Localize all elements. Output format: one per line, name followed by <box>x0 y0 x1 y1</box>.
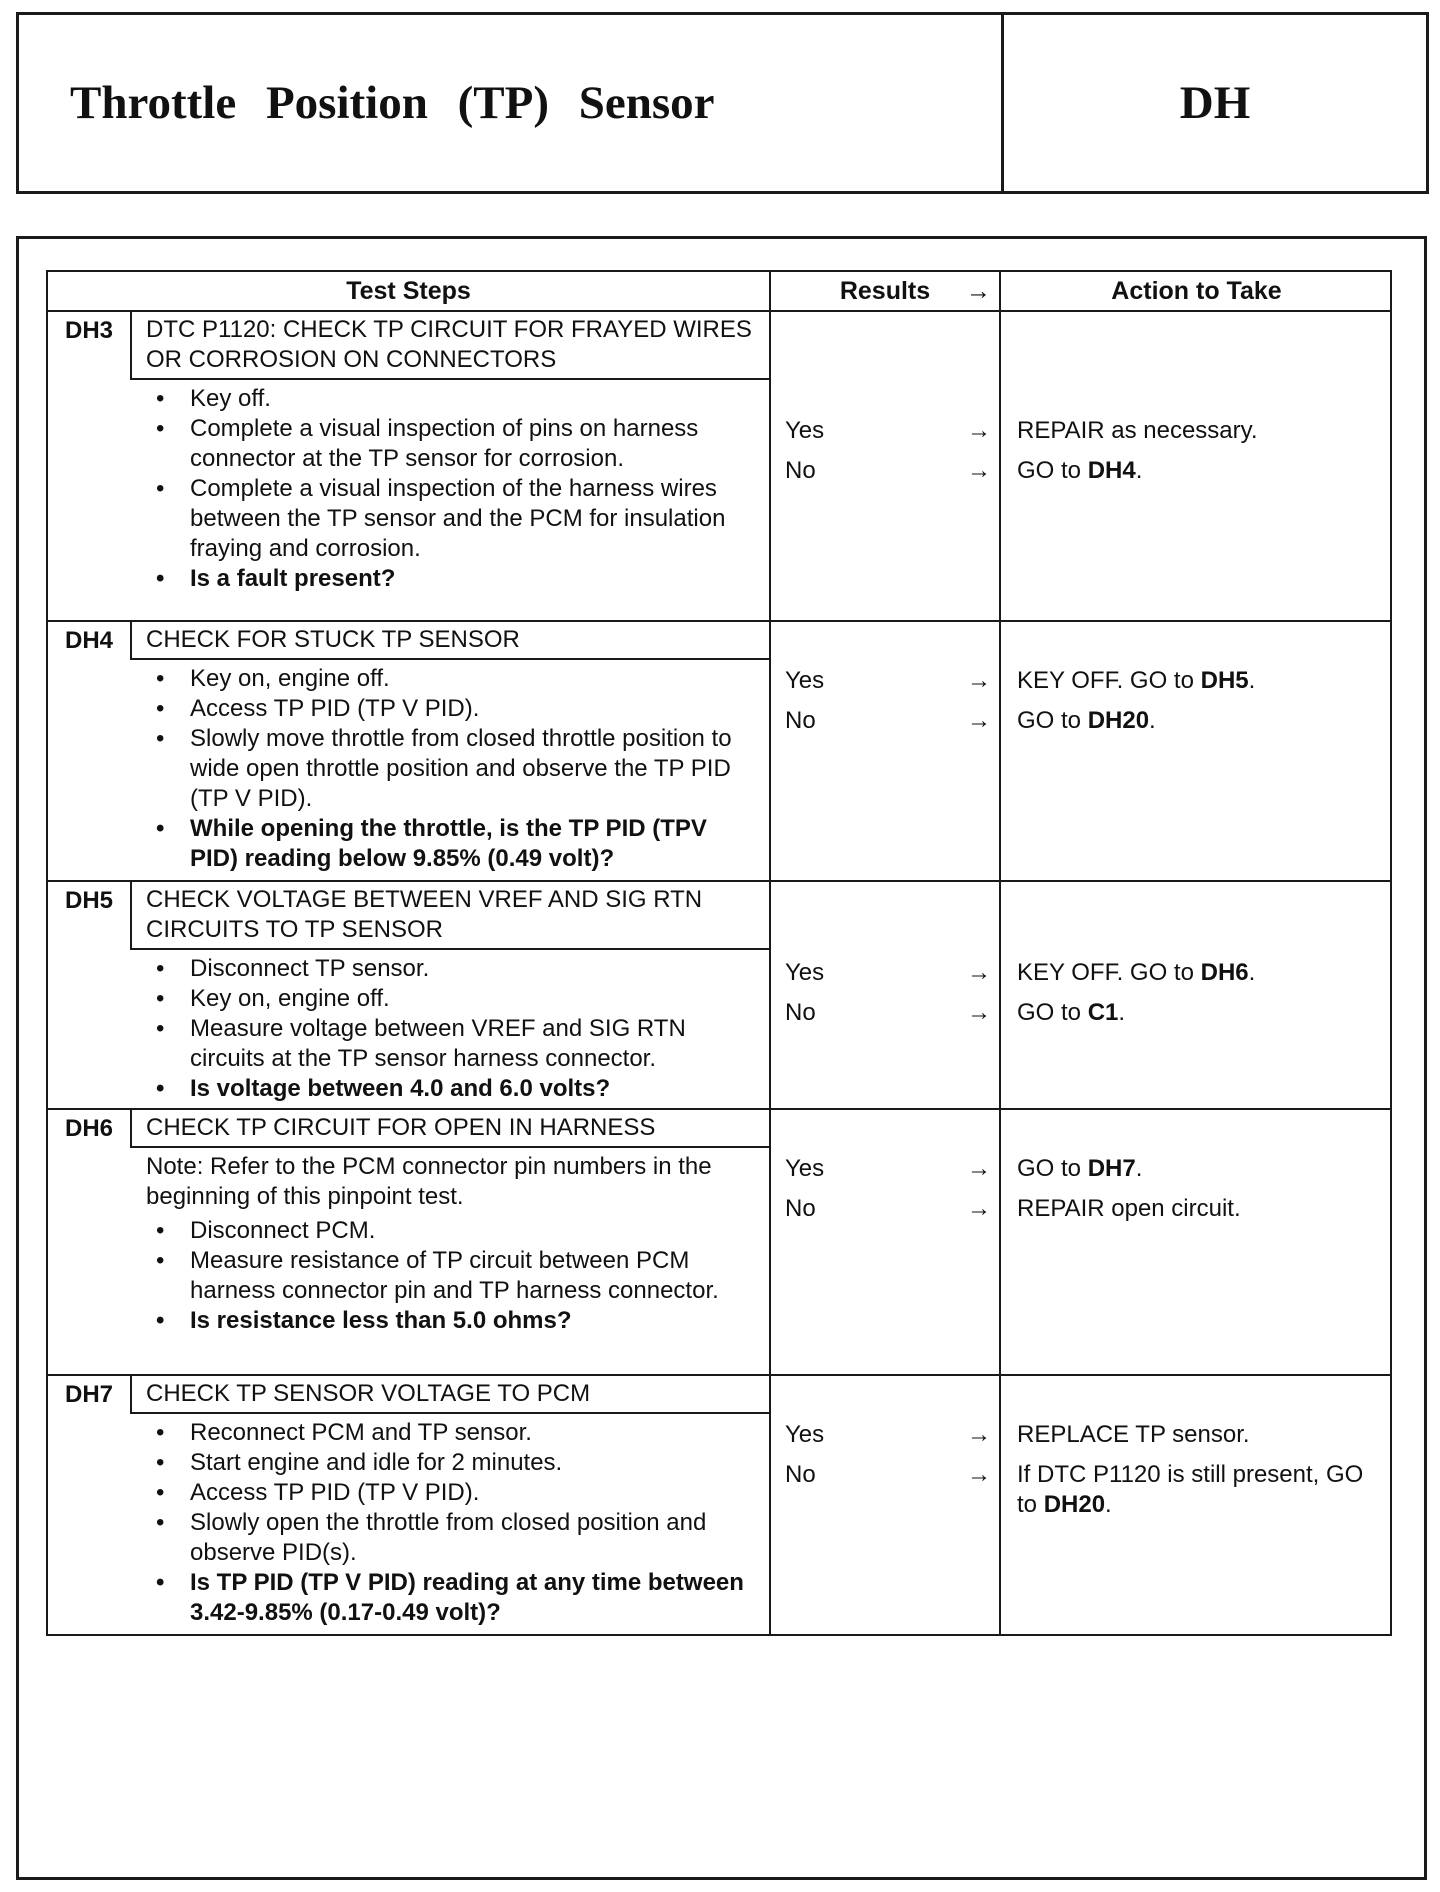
step-title: CHECK FOR STUCK TP SENSOR <box>132 622 771 660</box>
step-id: DH6 <box>48 1110 132 1148</box>
result-label: Yes <box>785 1155 825 1182</box>
action-pre: GO to <box>1017 999 1088 1026</box>
action-step-ref: C1 <box>1087 999 1119 1026</box>
header-box <box>16 12 1429 194</box>
action-step-ref: DH20 <box>1043 1491 1106 1518</box>
arrow-icon: → <box>967 667 991 694</box>
result-label: No <box>785 1461 816 1488</box>
arrow-icon: → <box>967 1461 991 1488</box>
table-header <box>48 272 1390 312</box>
action-pre: GO to <box>1017 1155 1088 1182</box>
action-text <box>1017 1154 1380 1184</box>
action-pre: REPAIR open circuit. <box>1017 1195 1241 1222</box>
action-post: . <box>1135 1155 1143 1182</box>
action-step-ref: DH20 <box>1087 707 1150 734</box>
step-actions <box>1003 622 1390 880</box>
step-bullet-list <box>146 664 749 874</box>
action-pre: GO to <box>1017 457 1088 484</box>
step-results <box>773 312 1001 620</box>
arrow-icon: → <box>967 959 991 986</box>
arrow-icon: → <box>967 999 991 1026</box>
step-body <box>132 1148 771 1374</box>
action-step-ref: DH7 <box>1087 1155 1136 1182</box>
step-bullet-list <box>146 384 749 594</box>
action-post: . <box>1248 959 1256 986</box>
step-question: • Is resistance less than 5.0 ohms? <box>146 1306 749 1336</box>
action-post: . <box>1135 457 1143 484</box>
arrow-icon: → <box>967 1195 991 1222</box>
step-title: CHECK TP SENSOR VOLTAGE TO PCM <box>132 1376 771 1414</box>
step-question: • While opening the throttle, is the TP PID (TPV PID) reading below 9.85% (0.49 volt)? <box>146 814 749 874</box>
step-bullet: • Disconnect TP sensor. <box>146 954 749 984</box>
step-bullet: • Disconnect PCM. <box>146 1216 749 1246</box>
result-label: Yes <box>785 959 825 986</box>
action-text <box>1017 706 1380 736</box>
action-pre: REPLACE TP sensor. <box>1017 1421 1250 1448</box>
step-bullet: • Start engine and idle for 2 minutes. <box>146 1448 749 1478</box>
result-row <box>785 706 991 736</box>
action-text <box>1017 416 1380 446</box>
action-pre: If DTC P1120 is still present, GO to <box>1017 1461 1364 1518</box>
step-results <box>773 622 1001 880</box>
step-title: CHECK VOLTAGE BETWEEN VREF AND SIG RTN CIRCUITS TO TP SENSOR <box>132 882 771 950</box>
step-bullet: • Reconnect PCM and TP sensor. <box>146 1418 749 1448</box>
step-bullet: • Access TP PID (TP V PID). <box>146 694 749 724</box>
arrow-icon: → <box>967 1421 991 1448</box>
header-results-label: Results <box>839 276 931 305</box>
step-bullet: • Complete a visual inspection of pins on harness connector at the TP sensor for corrosion. <box>146 414 749 474</box>
action-step-ref: DH4 <box>1087 457 1136 484</box>
arrow-icon: → <box>967 457 991 484</box>
result-label: Yes <box>785 667 825 694</box>
step-id: DH5 <box>48 882 132 950</box>
step-bullet: • Measure voltage between VREF and SIG RTN circuits at the TP sensor harness connector. <box>146 1014 749 1074</box>
action-step-ref: DH5 <box>1200 667 1249 694</box>
action-post: . <box>1118 999 1126 1026</box>
step-bullet: • Slowly open the throttle from closed position and observe PID(s). <box>146 1508 749 1568</box>
result-row <box>785 1194 991 1224</box>
action-step-ref: DH6 <box>1200 959 1249 986</box>
step-bullet: • Access TP PID (TP V PID). <box>146 1478 749 1508</box>
header-test-steps: Test Steps <box>48 272 771 310</box>
action-text <box>1017 456 1380 486</box>
arrow-icon: → <box>967 707 991 734</box>
page-title: Throttle Position (TP) Sensor <box>19 15 1004 191</box>
step-actions <box>1003 1110 1390 1374</box>
result-row <box>785 456 991 486</box>
step-actions <box>1003 312 1390 620</box>
result-row <box>785 666 991 696</box>
step-bullet: • Key on, engine off. <box>146 984 749 1014</box>
step-bullet-list <box>146 954 749 1104</box>
arrow-icon: → <box>967 417 991 444</box>
action-pre: KEY OFF. GO to <box>1017 667 1201 694</box>
section-code: DH <box>1179 77 1251 129</box>
result-label: Yes <box>785 1421 825 1448</box>
action-text <box>1017 1194 1380 1224</box>
result-label: Yes <box>785 417 825 444</box>
step-body <box>132 660 771 880</box>
action-pre: GO to <box>1017 707 1088 734</box>
step-id: DH3 <box>48 312 132 380</box>
step-question: • Is a fault present? <box>146 564 749 594</box>
step-body <box>132 1414 771 1636</box>
step-bullet-list <box>146 1216 749 1336</box>
arrow-icon: → <box>967 1155 991 1182</box>
action-pre: KEY OFF. GO to <box>1017 959 1201 986</box>
step-id: DH7 <box>48 1376 132 1414</box>
action-pre: REPAIR as necessary. <box>1017 417 1258 444</box>
test-step-dh4 <box>48 622 1390 882</box>
test-steps-table <box>46 270 1392 1636</box>
step-results <box>773 1376 1001 1636</box>
step-body <box>132 950 771 1108</box>
step-title: CHECK TP CIRCUIT FOR OPEN IN HARNESS <box>132 1110 771 1148</box>
action-text <box>1017 958 1380 988</box>
result-row <box>785 416 991 446</box>
header-results <box>771 272 1001 310</box>
step-bullet-list <box>146 1418 749 1628</box>
step-id: DH4 <box>48 622 132 660</box>
step-bullet: • Measure resistance of TP circuit between PCM harness connector pin and TP harness connector. <box>146 1246 749 1306</box>
header-action: Action to Take <box>1111 276 1282 305</box>
action-text <box>1017 1420 1380 1450</box>
step-bullet: • Key off. <box>146 384 749 414</box>
action-text <box>1017 1460 1380 1520</box>
test-step-dh7 <box>48 1376 1390 1636</box>
step-note: Note: Refer to the PCM connector pin numbers in the beginning of this pinpoint test. <box>146 1153 712 1210</box>
test-step-dh5 <box>48 882 1390 1110</box>
step-actions <box>1003 1376 1390 1636</box>
result-row <box>785 998 991 1028</box>
step-actions <box>1003 882 1390 1108</box>
step-question: • Is voltage between 4.0 and 6.0 volts? <box>146 1074 749 1104</box>
action-post: . <box>1149 707 1156 734</box>
step-bullet: • Complete a visual inspection of the harness wires between the TP sensor and the PCM for insulation fraying and corrosion. <box>146 474 749 564</box>
test-step-dh6 <box>48 1110 1390 1376</box>
result-row <box>785 1420 991 1450</box>
result-label: No <box>785 457 816 484</box>
action-post: . <box>1248 667 1256 694</box>
action-text <box>1017 666 1380 696</box>
step-question: • Is TP PID (TP V PID) reading at any time between 3.42-9.85% (0.17-0.49 volt)? <box>146 1568 749 1628</box>
action-text <box>1017 998 1380 1028</box>
step-title: DTC P1120: CHECK TP CIRCUIT FOR FRAYED WIRES OR CORROSION ON CONNECTORS <box>132 312 771 380</box>
step-results <box>773 1110 1001 1374</box>
result-label: No <box>785 999 816 1026</box>
result-row <box>785 1154 991 1184</box>
step-body <box>132 380 771 620</box>
result-label: No <box>785 707 816 734</box>
step-bullet: • Slowly move throttle from closed throttle position to wide open throttle position and observe the TP PID (TP V PID). <box>146 724 749 814</box>
result-label: No <box>785 1195 816 1222</box>
step-results <box>773 882 1001 1108</box>
step-bullet: • Key on, engine off. <box>146 664 749 694</box>
result-row <box>785 958 991 988</box>
test-step-dh3 <box>48 312 1390 622</box>
action-post: . <box>1105 1491 1112 1518</box>
arrow-icon: → <box>966 276 991 305</box>
result-row <box>785 1460 991 1490</box>
